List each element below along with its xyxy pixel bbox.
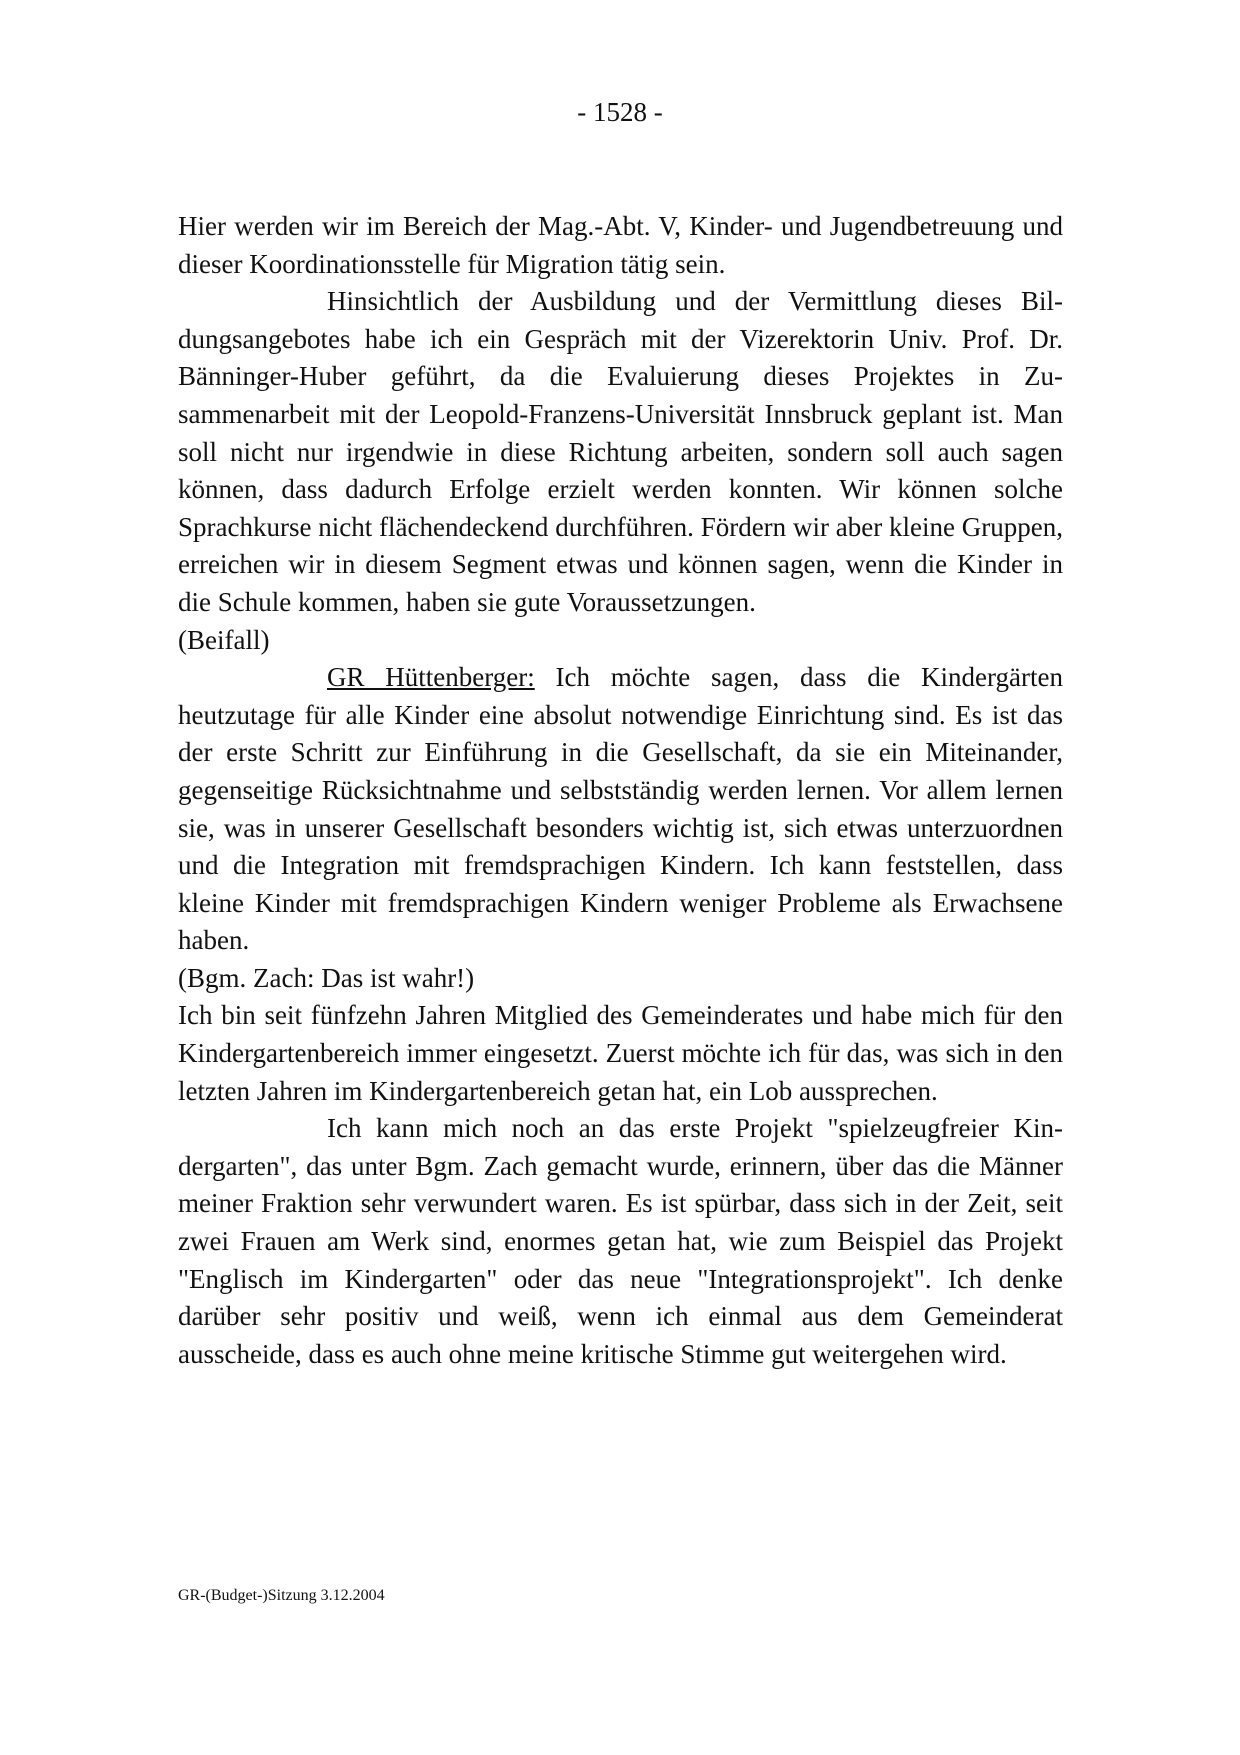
paragraph-2: Hinsichtlich der Ausbildung und der Vermittlung dieses Bildungsangebotes habe ich ein Gespräch mit der Vizerektorin Univ. Prof. Dr. Bänninger-Huber geführt, da die Evaluierung dieses Projektes in Zusammenarbeit mit der Leopold-Franzens-Universität Innsbruck geplant ist. Man soll nicht nur irgendwie in diese Richtung arbeiten, sondern soll auch sagen können, dass dadurch Erfolge erzielt werden konnten. Wir können solche Sprachkurse nicht flächendeckend durchführen. Fördern wir aber kleine Gruppen, erreichen wir in diesem Segment etwas und können sagen, wenn die Kinder in die Schule kommen, haben sie gute Voraussetzungen. xyxy=(178,286,1063,617)
document-body xyxy=(178,208,1063,1373)
paragraph-1: Hier werden wir im Bereich der Mag.-Abt. V, Kinder- und Jugendbetreuung und dieser Koordinationsstelle für Migration tätig sein. xyxy=(178,211,1063,279)
page-number: - 1528 - xyxy=(577,97,663,127)
paragraph-5: Ich kann mich noch an das erste Projekt "spielzeugfreier Kindergarten", das unter Bgm. Zach gemacht wurde, erinnern, über das die Männer meiner Fraktion sehr verwundert waren. Es ist spürbar, dass sich in der Zeit, seit zwei Frauen am Werk sind, enormes getan hat, wie zum Beispiel das Projekt "Englisch im Kindergarten" oder das neue "Integrationsprojekt". Ich denke darüber sehr positiv und weiß, wenn ich einmal aus dem Gemeinderat ausscheide, dass es auch ohne meine kritische Stimme gut weitergehen wird. xyxy=(178,1113,1063,1369)
speaker-name: GR Hüttenberger: xyxy=(327,662,535,693)
paragraph-3-text: Ich möchte sagen, dass die Kindergärten heutzutage für alle Kinder eine absolut notwendige Einrichtung sind. Es ist das der erste Schritt zur Einführung in die Gesellschaft, da sie ein Miteinander, gegenseitige Rücksichtnahme und selbstständig werden lernen. Vor allem lernen sie, was in unserer Gesellschaft besonders wichtig ist, sich etwas unterzuordnen und die Integration mit fremdsprachigen Kindern. Ich kann feststellen, dass kleine Kinder mit fremdsprachigen Kindern weniger Probleme als Erwachsene haben. xyxy=(178,662,1063,956)
footer-session-label: GR-(Budget-)Sitzung 3.12.2004 xyxy=(178,1587,385,1604)
interjection: (Bgm. Zach: Das ist wahr!) xyxy=(178,962,475,993)
paragraph-3 xyxy=(178,659,1063,960)
paragraph-4: Ich bin seit fünfzehn Jahren Mitglied des Gemeinderates und habe mich für den Kindergartenbereich immer eingesetzt. Zuerst möchte ich für das, was sich in den letzten Jahren im Kindergartenbereich getan hat, ein Lob aussprechen. xyxy=(178,1000,1063,1106)
applause-note: (Beifall) xyxy=(178,624,270,655)
